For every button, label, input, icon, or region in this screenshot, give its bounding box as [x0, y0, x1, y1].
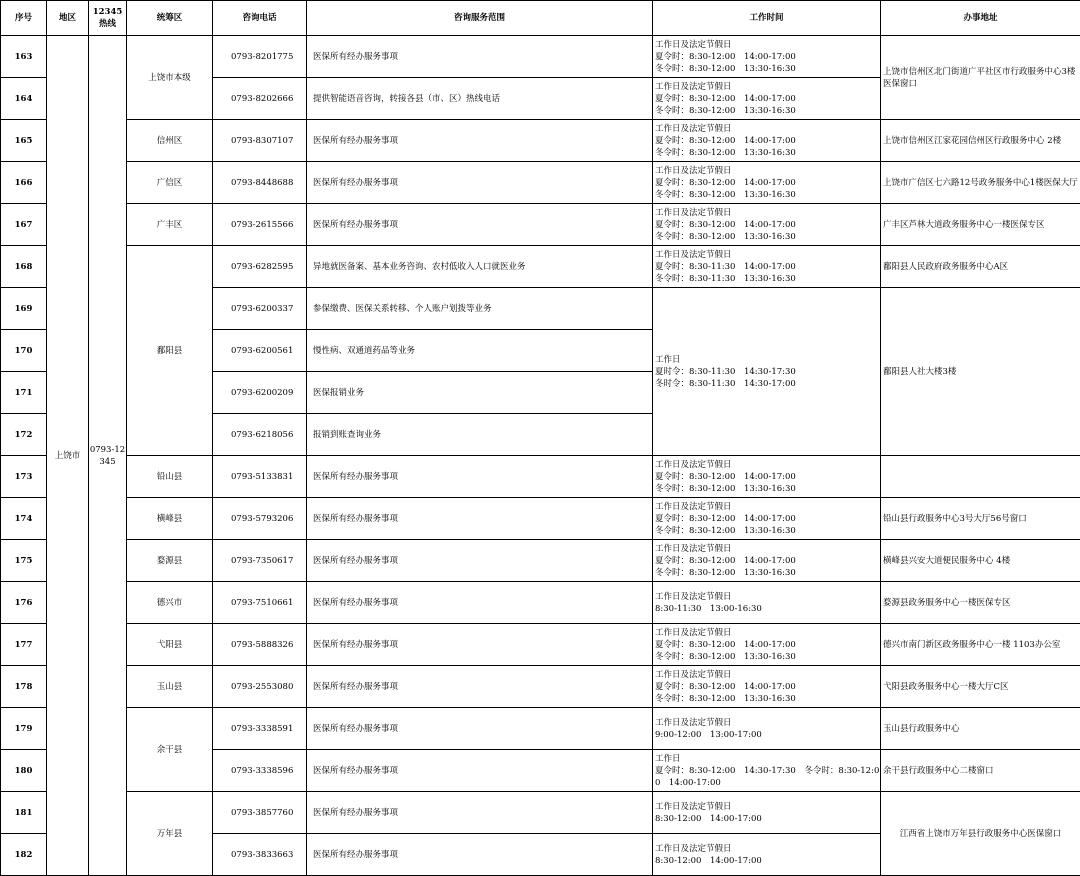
district-cell: 余干县 [127, 708, 213, 792]
hours-cell: 工作日及法定节假日 夏令时：8:30-12:00 14:00-17:00 冬令时：8:30-12:00 13:30-16:30 [653, 120, 881, 162]
hours-cell: 工作日及法定节假日 夏令时：8:30-12:00 14:00-17:00 冬令时：8:30-12:00 13:30-16:30 [653, 456, 881, 498]
row-no: 168 [1, 246, 47, 288]
address-cell: 铅山县行政服务中心3号大厅56号窗口 [881, 498, 1080, 540]
hours-cell: 工作日及法定节假日 夏令时：8:30-12:00 14:00-17:00 冬令时：8:30-12:00 13:30-16:30 [653, 78, 881, 120]
district-cell: 婺源县 [127, 540, 213, 582]
address-cell [881, 456, 1080, 498]
phone-cell: 0793-2553080 [213, 666, 307, 708]
phone-cell: 0793-6218056 [213, 414, 307, 456]
row-no: 173 [1, 456, 47, 498]
scope-cell: 医保所有经办服务事项 [307, 792, 653, 834]
scope-cell: 医保所有经办服务事项 [307, 204, 653, 246]
table-row [1, 582, 1080, 624]
phone-cell: 0793-3338591 [213, 708, 307, 750]
row-no: 171 [1, 372, 47, 414]
scope-cell: 医保所有经办服务事项 [307, 456, 653, 498]
header-district: 统筹区 [127, 1, 213, 36]
row-no: 174 [1, 498, 47, 540]
scope-cell: 医保报销业务 [307, 372, 653, 414]
hours-cell: 工作日及法定节假日 8:30-12:00 14:00-17:00 [653, 834, 881, 876]
phone-cell: 0793-5133831 [213, 456, 307, 498]
header-region: 地区 [47, 1, 89, 36]
row-no: 166 [1, 162, 47, 204]
row-no: 182 [1, 834, 47, 876]
row-no: 175 [1, 540, 47, 582]
table-row [1, 498, 1080, 540]
phone-cell: 0793-6200337 [213, 288, 307, 330]
table-row [1, 540, 1080, 582]
address-cell: 鄱阳县人社大楼3楼 [881, 288, 1080, 456]
phone-cell: 0793-6200209 [213, 372, 307, 414]
scope-cell: 医保所有经办服务事项 [307, 834, 653, 876]
hours-cell: 工作日及法定节假日 夏令时：8:30-12:00 14:00-17:00 冬令时：8:30-12:00 13:30-16:30 [653, 624, 881, 666]
scope-cell: 慢性病、双通道药品等业务 [307, 330, 653, 372]
address-cell: 江西省上饶市万年县行政服务中心医保窗口 [881, 792, 1080, 876]
hours-cell: 工作日及法定节假日 8:30-11:30 13:00-16:30 [653, 582, 881, 624]
scope-cell: 参保缴费、医保关系转移、个人账户划拨等业务 [307, 288, 653, 330]
hours-cell: 工作日及法定节假日 9:00-12:00 13:00-17:00 [653, 708, 881, 750]
row-no: 163 [1, 36, 47, 78]
region-cell: 上饶市 [47, 36, 89, 876]
phone-cell: 0793-6282595 [213, 246, 307, 288]
table-row [1, 666, 1080, 708]
district-cell: 德兴市 [127, 582, 213, 624]
row-no: 169 [1, 288, 47, 330]
district-cell: 广信区 [127, 162, 213, 204]
phone-cell: 0793-2615566 [213, 204, 307, 246]
hours-cell: 工作日及法定节假日 夏令时：8:30-12:00 14:00-17:00 冬令时：8:30-12:00 13:30-16:30 [653, 540, 881, 582]
row-no: 181 [1, 792, 47, 834]
scope-cell: 医保所有经办服务事项 [307, 708, 653, 750]
hours-cell: 工作日及法定节假日 夏令时：8:30-12:00 14:00-17:00 冬令时：8:30-12:00 13:30-16:30 [653, 666, 881, 708]
phone-cell: 0793-8307107 [213, 120, 307, 162]
address-cell: 横峰县兴安大道便民服务中心 4楼 [881, 540, 1080, 582]
phone-cell: 0793-7510661 [213, 582, 307, 624]
address-cell: 上饶市广信区七六路12号政务服务中心1楼医保大厅 [881, 162, 1080, 204]
district-cell: 上饶市本级 [127, 36, 213, 120]
scope-cell: 医保所有经办服务事项 [307, 120, 653, 162]
table-row [1, 456, 1080, 498]
scope-cell: 医保所有经办服务事项 [307, 162, 653, 204]
scope-cell: 医保所有经办服务事项 [307, 540, 653, 582]
row-no: 170 [1, 330, 47, 372]
scope-cell: 医保所有经办服务事项 [307, 582, 653, 624]
phone-cell: 0793-3857760 [213, 792, 307, 834]
table-row [1, 204, 1080, 246]
district-cell: 弋阳县 [127, 624, 213, 666]
row-no: 164 [1, 78, 47, 120]
address-cell: 玉山县行政服务中心 [881, 708, 1080, 750]
row-no: 167 [1, 204, 47, 246]
header-hotline: 12345热线 [89, 1, 127, 36]
scope-cell: 医保所有经办服务事项 [307, 750, 653, 792]
header-address: 办事地址 [881, 1, 1080, 36]
row-no: 172 [1, 414, 47, 456]
phone-cell: 0793-8448688 [213, 162, 307, 204]
hours-cell: 工作日及法定节假日 夏令时：8:30-12:00 14:00-17:00 冬令时：8:30-12:00 13:30-16:30 [653, 498, 881, 540]
district-cell: 横峰县 [127, 498, 213, 540]
phone-cell: 0793-6200561 [213, 330, 307, 372]
hours-cell: 工作日及法定节假日 夏令时：8:30-12:00 14:00-17:00 冬令时：8:30-12:00 13:30-16:30 [653, 162, 881, 204]
hours-cell: 工作日 夏时令：8:30-11:30 14:30-17:30 冬时令：8:30-11:30 14:30-17:00 [653, 288, 881, 456]
table-header-row [1, 1, 1080, 36]
row-no: 178 [1, 666, 47, 708]
hotline-cell: 0793-12345 [89, 36, 127, 876]
district-cell: 信州区 [127, 120, 213, 162]
hours-cell: 工作日及法定节假日 夏令时：8:30-11:30 14:00-17:00 冬令时：8:30-11:30 13:30-16:30 [653, 246, 881, 288]
address-cell: 上饶市信州区江家花园信州区行政服务中心 2楼 [881, 120, 1080, 162]
header-no: 序号 [1, 1, 47, 36]
scope-cell: 提供智能语音咨询，转接各县（市、区）热线电话 [307, 78, 653, 120]
district-cell: 万年县 [127, 792, 213, 876]
address-cell: 上饶市信州区北门街道广平社区市行政服务中心3楼医保窗口 [881, 36, 1080, 120]
address-cell: 鄱阳县人民政府政务服务中心A区 [881, 246, 1080, 288]
address-cell: 弋阳县政务服务中心一楼大厅C区 [881, 666, 1080, 708]
phone-cell: 0793-8201775 [213, 36, 307, 78]
address-cell: 余干县行政服务中心二楼窗口 [881, 750, 1080, 792]
scope-cell: 异地就医备案、基本业务咨询、农村低收入人口就医业务 [307, 246, 653, 288]
phone-cell: 0793-7350617 [213, 540, 307, 582]
row-no: 176 [1, 582, 47, 624]
district-cell: 玉山县 [127, 666, 213, 708]
row-no: 165 [1, 120, 47, 162]
table-row [1, 792, 1080, 834]
hours-cell: 工作日及法定节假日 8:30-12:00 14:00-17:00 [653, 792, 881, 834]
phone-cell: 0793-5888326 [213, 624, 307, 666]
scope-cell: 医保所有经办服务事项 [307, 36, 653, 78]
table-row [1, 162, 1080, 204]
table-row [1, 708, 1080, 750]
district-cell: 广丰区 [127, 204, 213, 246]
table-row [1, 120, 1080, 162]
row-no: 180 [1, 750, 47, 792]
table-row [1, 246, 1080, 288]
hours-cell: 工作日及法定节假日 夏令时：8:30-12:00 14:00-17:00 冬令时：8:30-12:00 13:30-16:30 [653, 36, 881, 78]
header-phone: 咨询电话 [213, 1, 307, 36]
row-no: 177 [1, 624, 47, 666]
hours-cell: 工作日及法定节假日 夏令时：8:30-12:00 14:00-17:00 冬令时：8:30-12:00 13:30-16:30 [653, 204, 881, 246]
address-cell: 德兴市南门新区政务服务中心一楼 1103办公室 [881, 624, 1080, 666]
phone-cell: 0793-5793206 [213, 498, 307, 540]
row-no: 179 [1, 708, 47, 750]
scope-cell: 报销到账查询业务 [307, 414, 653, 456]
hours-cell: 工作日 夏令时：8:30-12:00 14:30-17:30 冬令时：8:30-12:00 14:00-17:00 [653, 750, 881, 792]
phone-cell: 0793-3833663 [213, 834, 307, 876]
header-hours: 工作时间 [653, 1, 881, 36]
address-cell: 广丰区芦林大道政务服务中心一楼医保专区 [881, 204, 1080, 246]
phone-cell: 0793-3338596 [213, 750, 307, 792]
header-scope: 咨询服务范围 [307, 1, 653, 36]
scope-cell: 医保所有经办服务事项 [307, 666, 653, 708]
table-row [1, 36, 1080, 78]
district-cell: 铅山县 [127, 456, 213, 498]
scope-cell: 医保所有经办服务事项 [307, 624, 653, 666]
district-cell: 鄱阳县 [127, 246, 213, 456]
scope-cell: 医保所有经办服务事项 [307, 498, 653, 540]
phone-cell: 0793-8202666 [213, 78, 307, 120]
address-cell: 婺源县政务服务中心一楼医保专区 [881, 582, 1080, 624]
table-row [1, 624, 1080, 666]
